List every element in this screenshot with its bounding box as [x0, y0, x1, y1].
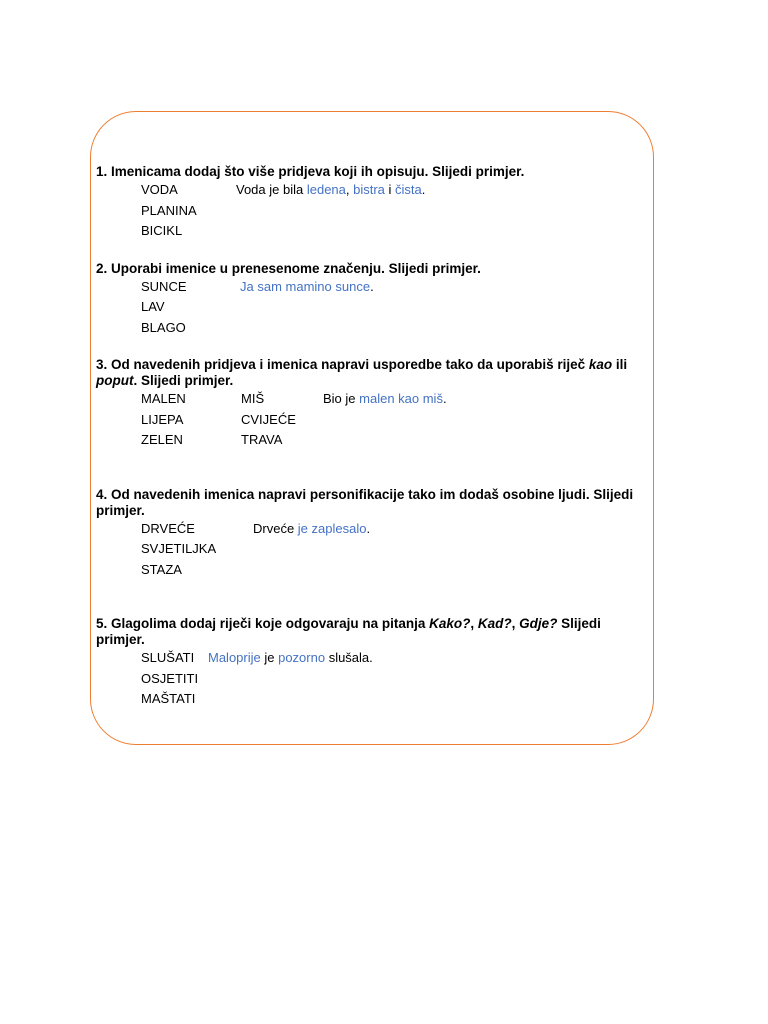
example-answer: je zaplesalo — [297, 520, 367, 536]
example-answer: čista — [395, 182, 422, 197]
word-malen: MALEN — [141, 391, 186, 406]
example-text: . — [421, 182, 426, 197]
word-mis: MIŠ — [241, 391, 265, 406]
title-emphasis: kao — [588, 357, 613, 372]
example-text: . — [442, 391, 447, 406]
exercise-2-title: 2. Uporabi imenice u prenesenome značenju. Slijedi primjer. — [96, 260, 481, 276]
word-osjetiti: OSJETITI — [141, 670, 199, 686]
word-cvijece: CVIJEĆE — [241, 411, 296, 427]
word-sunce: SUNCE — [141, 278, 187, 294]
exercise-5-row — [96, 648, 652, 669]
example-text: Voda je bila — [236, 182, 307, 197]
exercise-4-example — [253, 519, 370, 539]
exercise-3-row — [96, 389, 652, 410]
word-bicikl: BICIKL — [141, 223, 183, 238]
exercise-4 — [96, 487, 652, 581]
exercise-1-row — [96, 221, 652, 242]
example-text: . — [370, 278, 374, 294]
exercise-2-row — [96, 297, 652, 318]
exercise-4-row — [96, 539, 652, 560]
title-emphasis: Kad? — [477, 616, 512, 631]
exercise-1-example — [236, 180, 425, 200]
word-trava: TRAVA — [241, 432, 283, 447]
example-answer: Maloprije — [208, 650, 261, 665]
example-answer: Ja sam mamino sunce — [240, 278, 371, 294]
exercise-3-example — [323, 389, 447, 409]
word-voda: VODA — [141, 182, 178, 197]
exercise-3-row — [96, 410, 652, 431]
exercise-5 — [96, 616, 652, 710]
example-text: , — [345, 182, 354, 197]
example-answer: pozorno — [278, 650, 326, 665]
example-text: Bio je — [323, 391, 360, 406]
word-lav: LAV — [141, 299, 165, 314]
exercise-4-title: 4. Od navedenih imenica napravi personifikacije tako im dodaš osobine ljudi. Slijedi primjer. — [96, 486, 634, 518]
exercise-5-row — [96, 689, 652, 710]
word-mastati: MAŠTATI — [141, 691, 196, 706]
word-blago: BLAGO — [141, 319, 186, 335]
example-answer: malen kao miš — [359, 391, 443, 406]
word-lijepa: LIJEPA — [141, 411, 184, 427]
exercise-2 — [96, 261, 652, 339]
exercise-5-example — [208, 648, 373, 668]
word-zelen: ZELEN — [141, 432, 183, 447]
exercise-3-row — [96, 430, 652, 451]
example-answer: ledena — [306, 182, 346, 197]
title-text: ili — [612, 357, 628, 372]
exercise-3 — [96, 357, 652, 451]
example-text: je — [260, 650, 279, 665]
title-emphasis: Gdje? — [519, 616, 558, 631]
exercise-1-row — [96, 201, 652, 222]
title-text: Slijedi primjer. — [96, 616, 601, 647]
exercise-4-row — [96, 560, 652, 581]
word-planina: PLANINA — [141, 202, 197, 218]
word-staza: STAZA — [141, 561, 182, 577]
example-answer: bistra — [353, 182, 385, 197]
title-text: . Slijedi primjer. — [133, 373, 234, 388]
title-emphasis: poput — [96, 373, 134, 388]
title-text: , — [511, 616, 520, 631]
example-text: . — [366, 520, 371, 536]
exercise-5-row — [96, 669, 652, 690]
example-text: i — [384, 182, 396, 197]
title-text: , — [470, 616, 478, 631]
word-svjetiljka: SVJETILJKA — [141, 541, 217, 556]
example-text: Drveće — [253, 520, 298, 536]
word-drvece: DRVEĆE — [141, 520, 195, 536]
worksheet-content — [96, 164, 652, 710]
title-emphasis: Kako? — [429, 616, 471, 631]
exercise-3-title — [96, 357, 652, 389]
exercise-2-row — [96, 277, 652, 298]
title-text: 3. Od navedenih pridjeva i imenica napravi usporedbe tako da uporabiš riječ — [96, 357, 589, 372]
exercise-5-title — [96, 616, 652, 648]
exercise-2-row — [96, 318, 652, 339]
exercise-4-row — [96, 519, 652, 540]
exercise-1-row — [96, 180, 652, 201]
exercise-1 — [96, 164, 652, 242]
exercise-2-example — [240, 277, 374, 297]
example-text: slušala. — [325, 650, 373, 665]
exercise-1-title: 1. Imenicama dodaj što više pridjeva koji ih opisuju. Slijedi primjer. — [96, 164, 525, 179]
title-text: 5. Glagolima dodaj riječi koje odgovaraju na pitanja — [96, 616, 430, 631]
word-slusati: SLUŠATI — [141, 650, 195, 665]
